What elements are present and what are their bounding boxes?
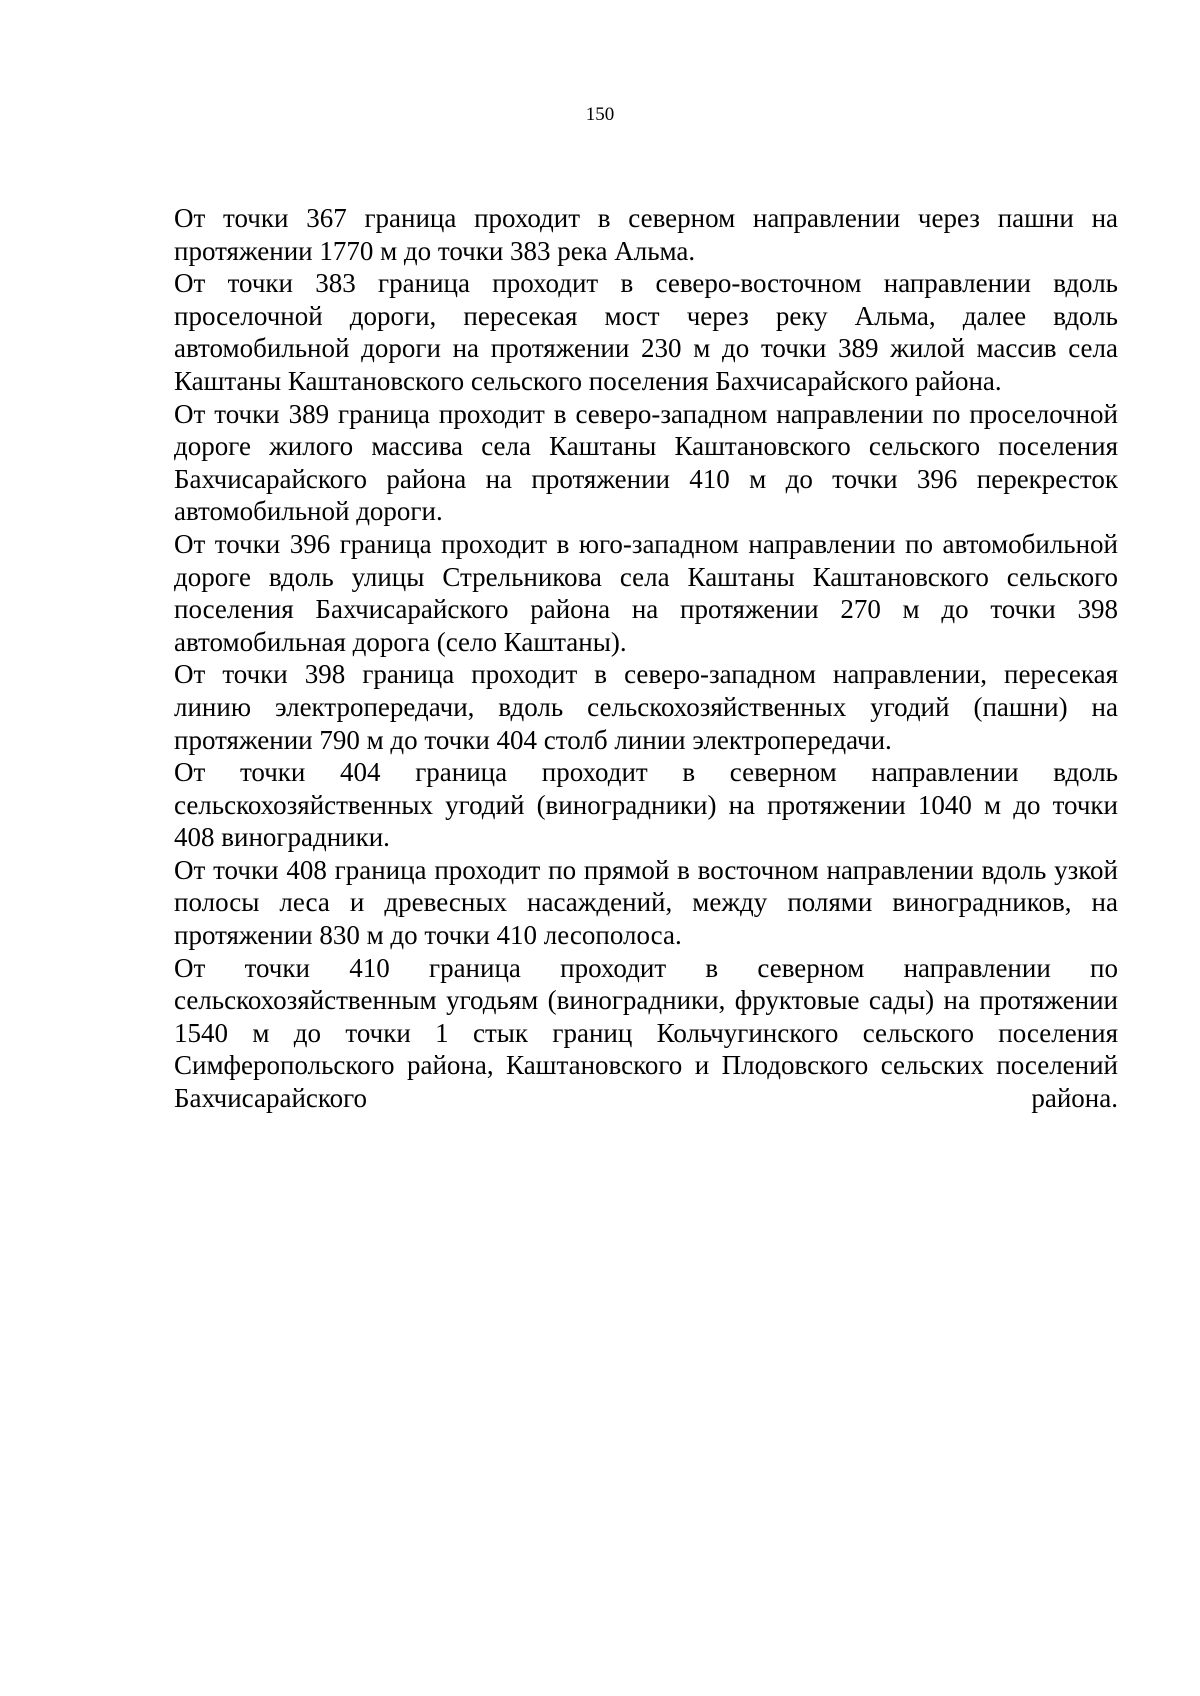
paragraph-point-410: От точки 410 граница проходит в северном направлении по сельскохозяйственным угодьям (виноградники, фруктовые сады) на протяжении 1540 м до точки 1 стык границ Кольчугинского сельского поселения Симферопольского района, Каштановского и Плодовского сельских поселений Бахчисарайского района. <box>174 952 1118 1114</box>
paragraph-point-398: От точки 398 граница проходит в северо-западном направлении, пересекая линию электропередачи, вдоль сельскохозяйственных угодий (пашни) на протяжении 790 м до точки 404 столб линии электропередачи. <box>174 659 1118 755</box>
paragraph-point-383: От точки 383 граница проходит в северо-восточном направлении вдоль проселочной дороги, пересекая мост через реку Альма, далее вдоль автомобильной дороги на протяжении 230 м до точки 389 жилой массив села Каштаны Каштановского сельского поселения Бахчисарайского района. <box>174 268 1118 396</box>
paragraph-point-404: От точки 404 граница проходит в северном направлении вдоль сельскохозяйственных угодий (виноградники) на протяжении 1040 м до точки 408 виноградники. <box>174 757 1118 853</box>
paragraph-point-396: От точки 396 граница проходит в юго-западном направлении по автомобильной дороге вдоль улицы Стрельникова села Каштаны Каштановского сельского поселения Бахчисарайского района на протяжении 270 м до точки 398 автомобильная дорога (село Каштаны). <box>174 528 1118 657</box>
paragraph-point-367: От точки 367 граница проходит в северном направлении через пашни на протяжении 1770 м до точки 383 река Альма. <box>174 203 1118 266</box>
paragraph-point-389: От точки 389 граница проходит в северо-западном направлении по проселочной дороге жилого массива села Каштаны Каштановского сельского поселения Бахчисарайского района на протяжении 410 м до точки 396 перекресток автомобильной дороги. <box>174 398 1118 527</box>
document-body <box>174 202 1118 1115</box>
page-number: 150 <box>585 104 615 125</box>
paragraph-point-408: От точки 408 граница проходит по прямой в восточном направлении вдоль узкой полосы леса и древесных насаждений, между полями виноградников, на протяжении 830 м до точки 410 лесополоса. <box>174 854 1118 951</box>
